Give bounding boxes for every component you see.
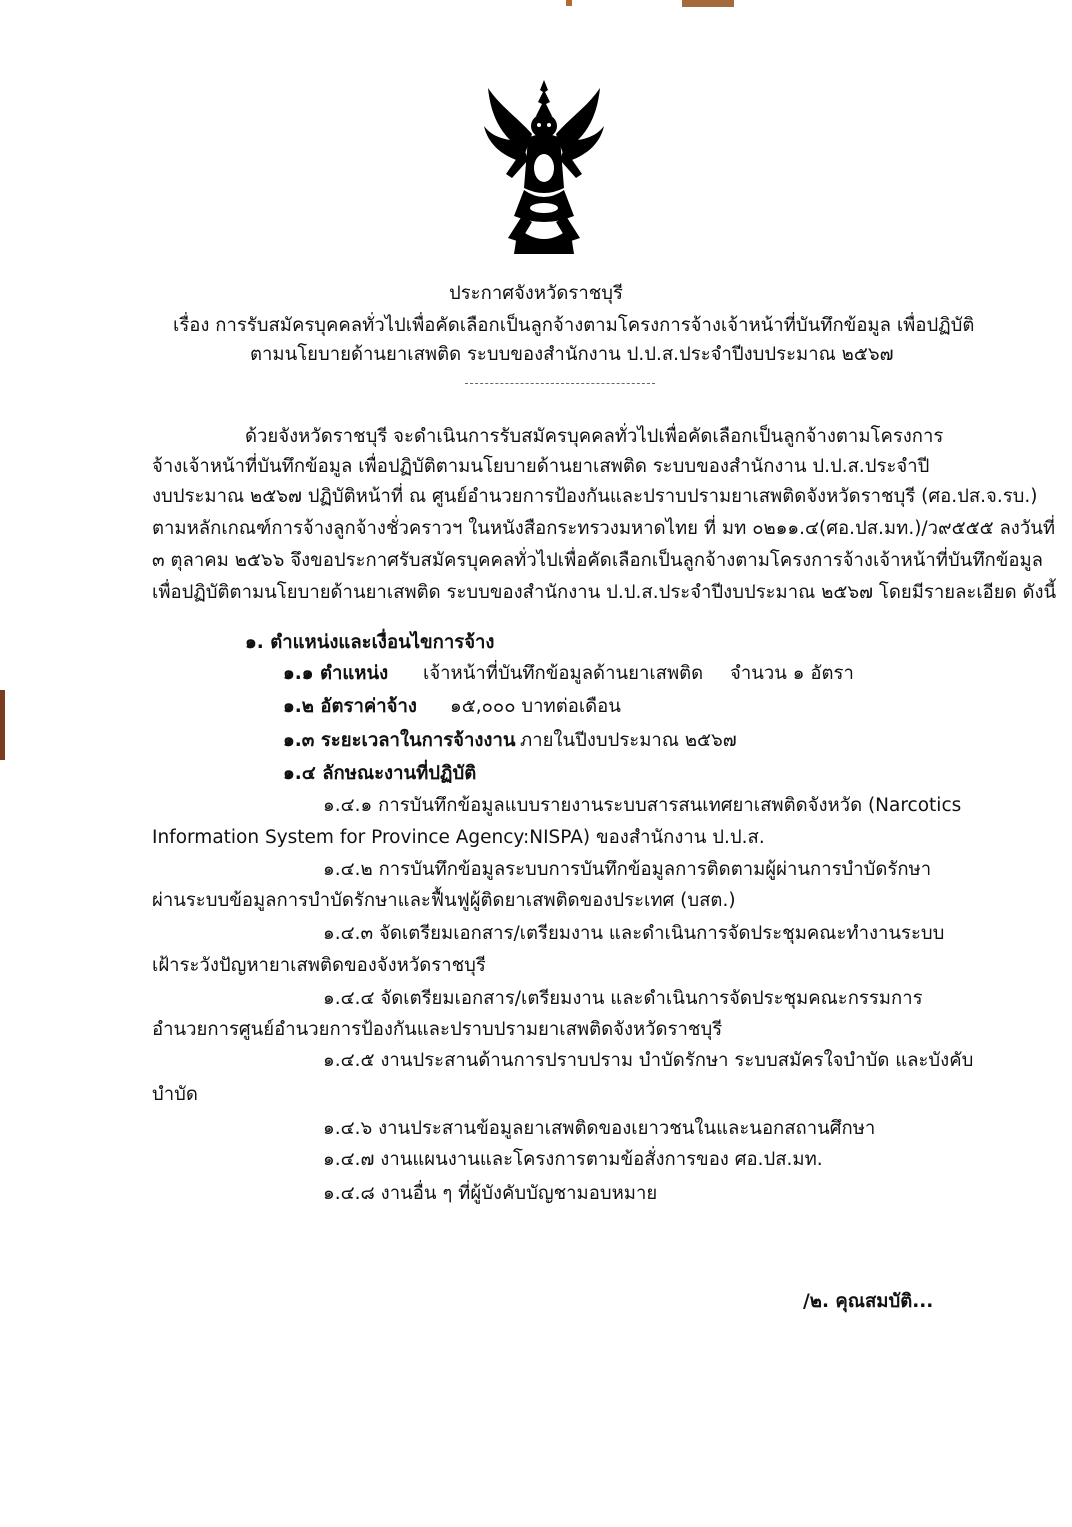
section-heading: ๑. ตำแหน่งและเงื่อนไขการจ้าง xyxy=(245,632,495,653)
scan-artifact-top xyxy=(566,0,572,6)
intro-line: งบประมาณ ๒๕๖๗ ปฏิบัติหน้าที่ ณ ศูนย์อำนวยการป้องกันและปราบปรามยาเสพติดจังหวัดราชบุรี (ศอ.ปส.จ.รบ.) xyxy=(152,486,1038,507)
item-label: ๑.๑ ตำแหน่ง xyxy=(283,663,389,684)
announcement-title: ประกาศจังหวัดราชบุรี xyxy=(449,283,623,304)
scan-artifact-top xyxy=(682,0,734,7)
scan-artifact-left xyxy=(0,690,5,760)
duty-line: ๑.๔.๒ การบันทึกข้อมูลระบบการบันทึกข้อมูลการติดตามผู้ผ่านการบำบัดรักษา xyxy=(323,859,932,880)
item-label: ๑.๓ ระยะเวลาในการจ้างงาน xyxy=(283,730,516,751)
duty-line: ๑.๔.๗ งานแผนงานและโครงการตามข้อสั่งการของ ศอ.ปส.มท. xyxy=(323,1149,823,1170)
duty-line: ๑.๔.๕ งานประสานด้านการปราบปราม บำบัดรักษา ระบบสมัครใจบำบัด และบังคับ xyxy=(323,1050,974,1071)
duty-line: อำนวยการศูนย์อำนวยการป้องกันและปราบปรามยาเสพติดจังหวัดราชบุรี xyxy=(152,1019,723,1040)
duty-line: เฝ้าระวังปัญหายาเสพติดของจังหวัดราชบุรี xyxy=(152,955,486,976)
garuda-emblem-icon xyxy=(478,78,610,258)
duty-line: ๑.๔.๖ งานประสานข้อมูลยาเสพติดของเยาวชนในและนอกสถานศึกษา xyxy=(323,1118,876,1139)
duty-line: ๑.๔.๔ จัดเตรียมเอกสาร/เตรียมงาน และดำเนินการจัดประชุมคณะกรรมการ xyxy=(323,988,923,1009)
intro-line: ๓ ตุลาคม ๒๕๖๖ จึงขอประกาศรับสมัครบุคคลทั่วไปเพื่อคัดเลือกเป็นลูกจ้างตามโครงการจ้างเจ้าหน้าที่บันทึกข้อมูล xyxy=(152,550,1044,571)
item-value: ๑๕,๐๐๐ บาทต่อเดือน xyxy=(450,696,621,717)
item-value: ภายในปีงบประมาณ ๒๕๖๗ xyxy=(520,730,737,751)
duty-line: ผ่านระบบข้อมูลการบำบัดรักษาและฟื้นฟูผู้ติดยาเสพติดของประเทศ (บสต.) xyxy=(152,890,736,911)
intro-line: ด้วยจังหวัดราชบุรี จะดำเนินการรับสมัครบุคคลทั่วไปเพื่อคัดเลือกเป็นลูกจ้างตามโครงการ xyxy=(245,426,944,447)
intro-line: จ้างเจ้าหน้าที่บันทึกข้อมูล เพื่อปฏิบัติตามนโยบายด้านยาเสพติด ระบบของสำนักงาน ป.ป.ส.ประจำปี xyxy=(152,456,930,477)
duty-line: บำบัด xyxy=(152,1084,198,1105)
continuation-note: /๒. คุณสมบัติ... xyxy=(803,1291,934,1312)
intro-line: ตามหลักเกณฑ์การจ้างลูกจ้างชั่วคราวฯ ในหนังสือกระทรวงมหาดไทย ที่ มท ๐๒๑๑.๔(ศอ.ปส.มท.)/ว๙๕๕๕ ลงวันที่ xyxy=(152,518,1056,539)
subject-line: เรื่อง การรับสมัครบุคคลทั่วไปเพื่อคัดเลือกเป็นลูกจ้างตามโครงการจ้างเจ้าหน้าที่บันทึกข้อมูล เพื่อปฏิบัติ xyxy=(173,315,975,336)
header-divider xyxy=(465,383,655,384)
item-count: จำนวน ๑ อัตรา xyxy=(730,663,854,684)
duty-line: ๑.๔.๓ จัดเตรียมเอกสาร/เตรียมงาน และดำเนินการจัดประชุมคณะทำงานระบบ xyxy=(323,923,945,944)
item-label: ๑.๒ อัตราค่าจ้าง xyxy=(283,696,417,717)
item-value: เจ้าหน้าที่บันทึกข้อมูลด้านยาเสพติด xyxy=(423,663,704,684)
duty-line: ๑.๔.๑ การบันทึกข้อมูลแบบรายงานระบบสารสนเทศยาเสพติดจังหวัด (Narcotics xyxy=(323,795,962,816)
duty-line: ๑.๔.๘ งานอื่น ๆ ที่ผู้บังคับบัญชามอบหมาย xyxy=(323,1183,658,1204)
subject-line: ตามนโยบายด้านยาเสพติด ระบบของสำนักงาน ป.ป.ส.ประจำปีงบประมาณ ๒๕๖๗ xyxy=(250,344,894,365)
item-label: ๑.๔ ลักษณะงานที่ปฏิบัติ xyxy=(283,763,477,784)
duty-line: Information System for Province Agency:NISPA) ของสำนักงาน ป.ป.ส. xyxy=(152,827,765,848)
intro-line: เพื่อปฏิบัติตามนโยบายด้านยาเสพติด ระบบของสำนักงาน ป.ป.ส.ประจำปีงบประมาณ ๒๕๖๗ โดยมีรายละเอียด ดังนี้ xyxy=(152,582,1057,603)
